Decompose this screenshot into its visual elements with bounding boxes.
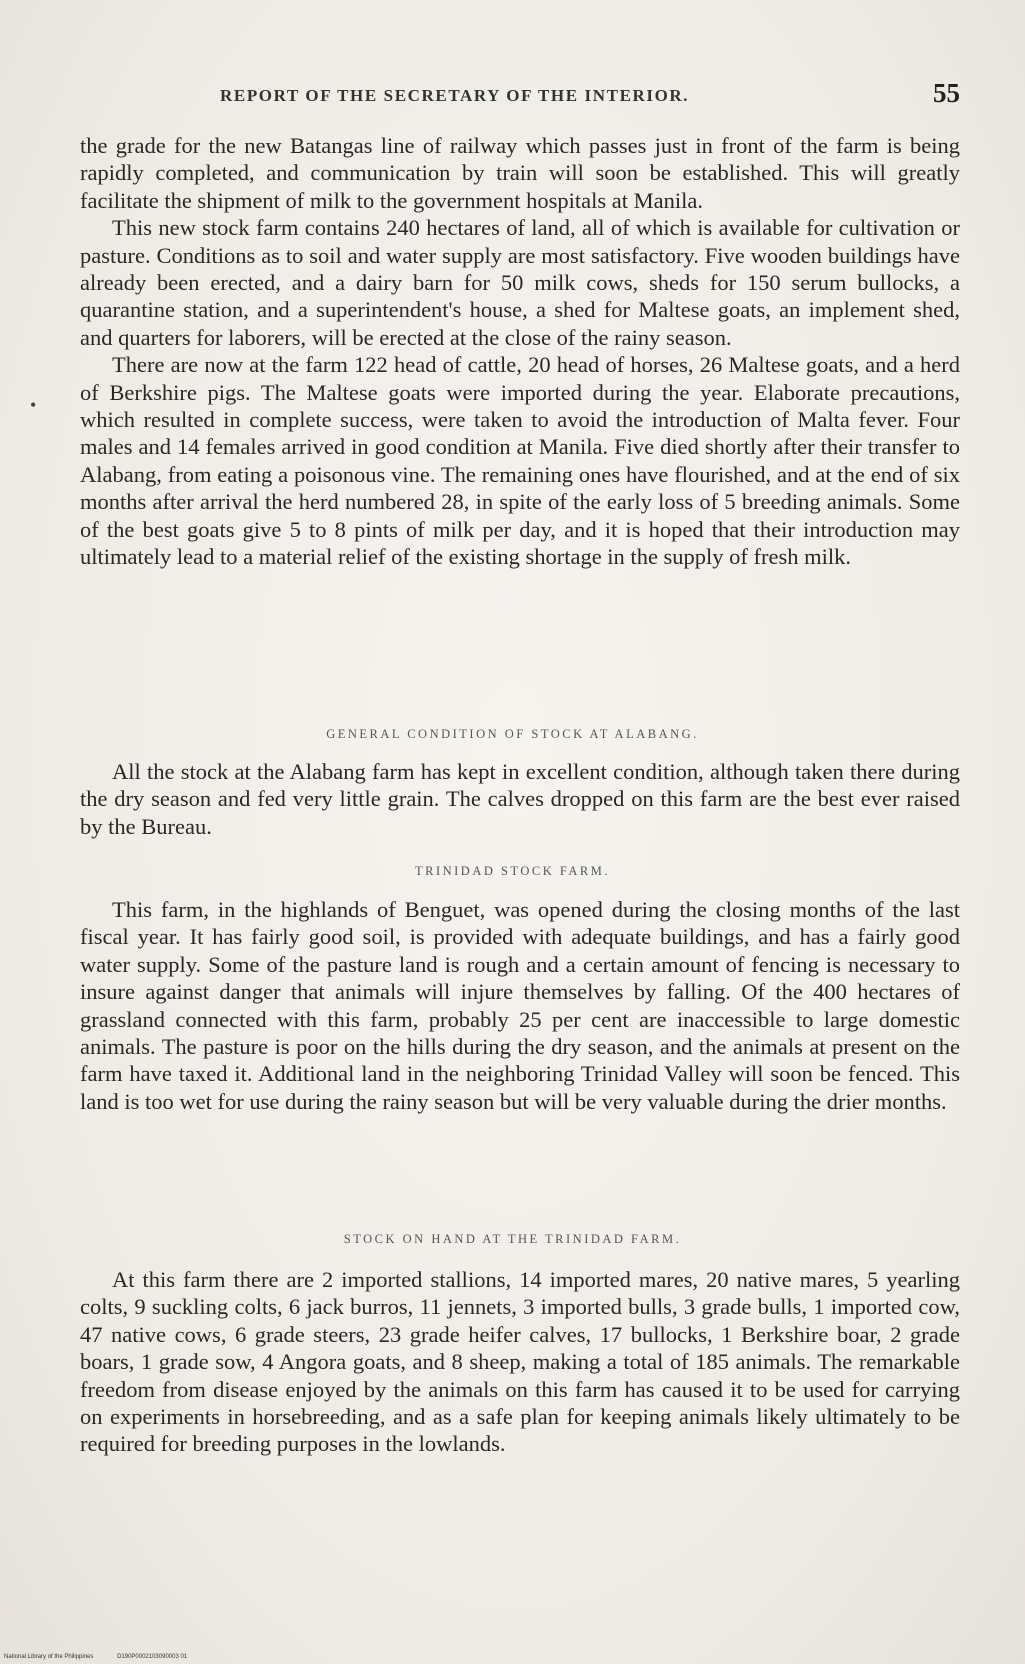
footer-id: D190P0002103090003 01 xyxy=(117,1654,188,1660)
footer-source: National Library of the Philippines xyxy=(4,1654,94,1660)
section-heading-stock-on-hand: STOCK ON HAND AT THE TRINIDAD FARM. xyxy=(343,1232,682,1246)
paragraph-3: There are now at the farm 122 head of cattle, 20 head of horses, 26 Maltese goats, and a herd of Berkshire pigs. The Maltese goats were imported during the year. Elaborate precautions, which resulted in complete success, were taken to avoid the introduction of Malta fever. Four males and 14 females arrived in good condition at Manila. Five died shortly after their transfer to Alabang, from eating a poisonous vine. The remaining ones have flourished, and at the end of six months after arrival the herd numbered 28, in spite of the early loss of 5 breeding animals. Some of the best goats give 5 to 8 pints of milk per day, and it is hoped that their introduction may ultimately lead to a material relief of the existing shortage in the supply of fresh milk. xyxy=(80,352,960,570)
paragraph-5: This farm, in the highlands of Benguet, was opened during the closing months of the last fiscal year. It has fairly good soil, is provided with adequate buildings, and has a fairly good water supply. Some of the pasture land is rough and a certain amount of fencing is necessary to insure against danger that animals will injure themselves by falling. Of the 400 hectares of grassland connected with this farm, probably 25 per cent are inaccessible to large domestic animals. The pasture is poor on the hills during the dry season, and the animals at present on the farm have taxed it. Additional land in the neighboring Trinidad Valley will soon be fenced. This land is too wet for use during the rainy season but will be very valuable during the drier months. xyxy=(80,897,960,1114)
page-number: 55 xyxy=(933,78,960,108)
paragraph-6: At this farm there are 2 imported stallions, 14 imported mares, 20 native mares, 5 yearling colts, 9 suckling colts, 6 jack burros, 11 jennets, 3 imported bulls, 3 grade bulls, 1 imported cow, 47 native cows, 6 grade steers, 23 grade heifer calves, 17 bullocks, 1 Berkshire boar, 2 grade boars, 1 grade sow, 4 Angora goats, and 8 sheep, making a total of 185 animals. The remarkable freedom from disease enjoyed by the animals on this farm has caused it to be used for carrying on experiments in horsebreeding, and as a safe plan for keeping animals likely ultimately to be required for breeding purposes in the lowlands. xyxy=(80,1267,960,1457)
running-head xyxy=(80,74,970,114)
paragraph-2: This new stock farm contains 240 hectares of land, all of which is available for cultivation or pasture. Conditions as to soil and water supply are most satisfactory. Five wooden buildings have already been erected, and a dairy barn for 50 milk cows, sheds for 150 serum bullocks, a quarantine station, and a superintendent's house, a shed for Maltese goats, an implement shed, and quarters for laborers, will be erected at the close of the rainy season. xyxy=(80,215,960,350)
body-section-trinidad xyxy=(80,896,960,1115)
paragraph-4: All the stock at the Alabang farm has kept in excellent condition, although taken there during the dry season and fed very little grain. The calves dropped on this farm are the best ever raised by the Bureau. xyxy=(80,759,960,839)
body-section-alabang xyxy=(80,132,960,571)
section-heading-general-condition: GENERAL CONDITION OF STOCK AT ALABANG. xyxy=(326,727,699,741)
margin-mark: • xyxy=(30,395,37,415)
scan-footer xyxy=(4,1654,209,1660)
paragraph-1: the grade for the new Batangas line of railway which passes just in front of the farm is being rapidly completed, and communication by train will soon be established. This will greatly facilitate the shipment of milk to the government hospitals at Manila. xyxy=(80,133,960,213)
section-heading-trinidad: TRINIDAD STOCK FARM. xyxy=(414,864,611,878)
running-title: REPORT OF THE SECRETARY OF THE INTERIOR. xyxy=(220,86,690,105)
body-section-stock-on-hand xyxy=(80,1266,960,1458)
body-section-general-condition xyxy=(80,758,960,840)
